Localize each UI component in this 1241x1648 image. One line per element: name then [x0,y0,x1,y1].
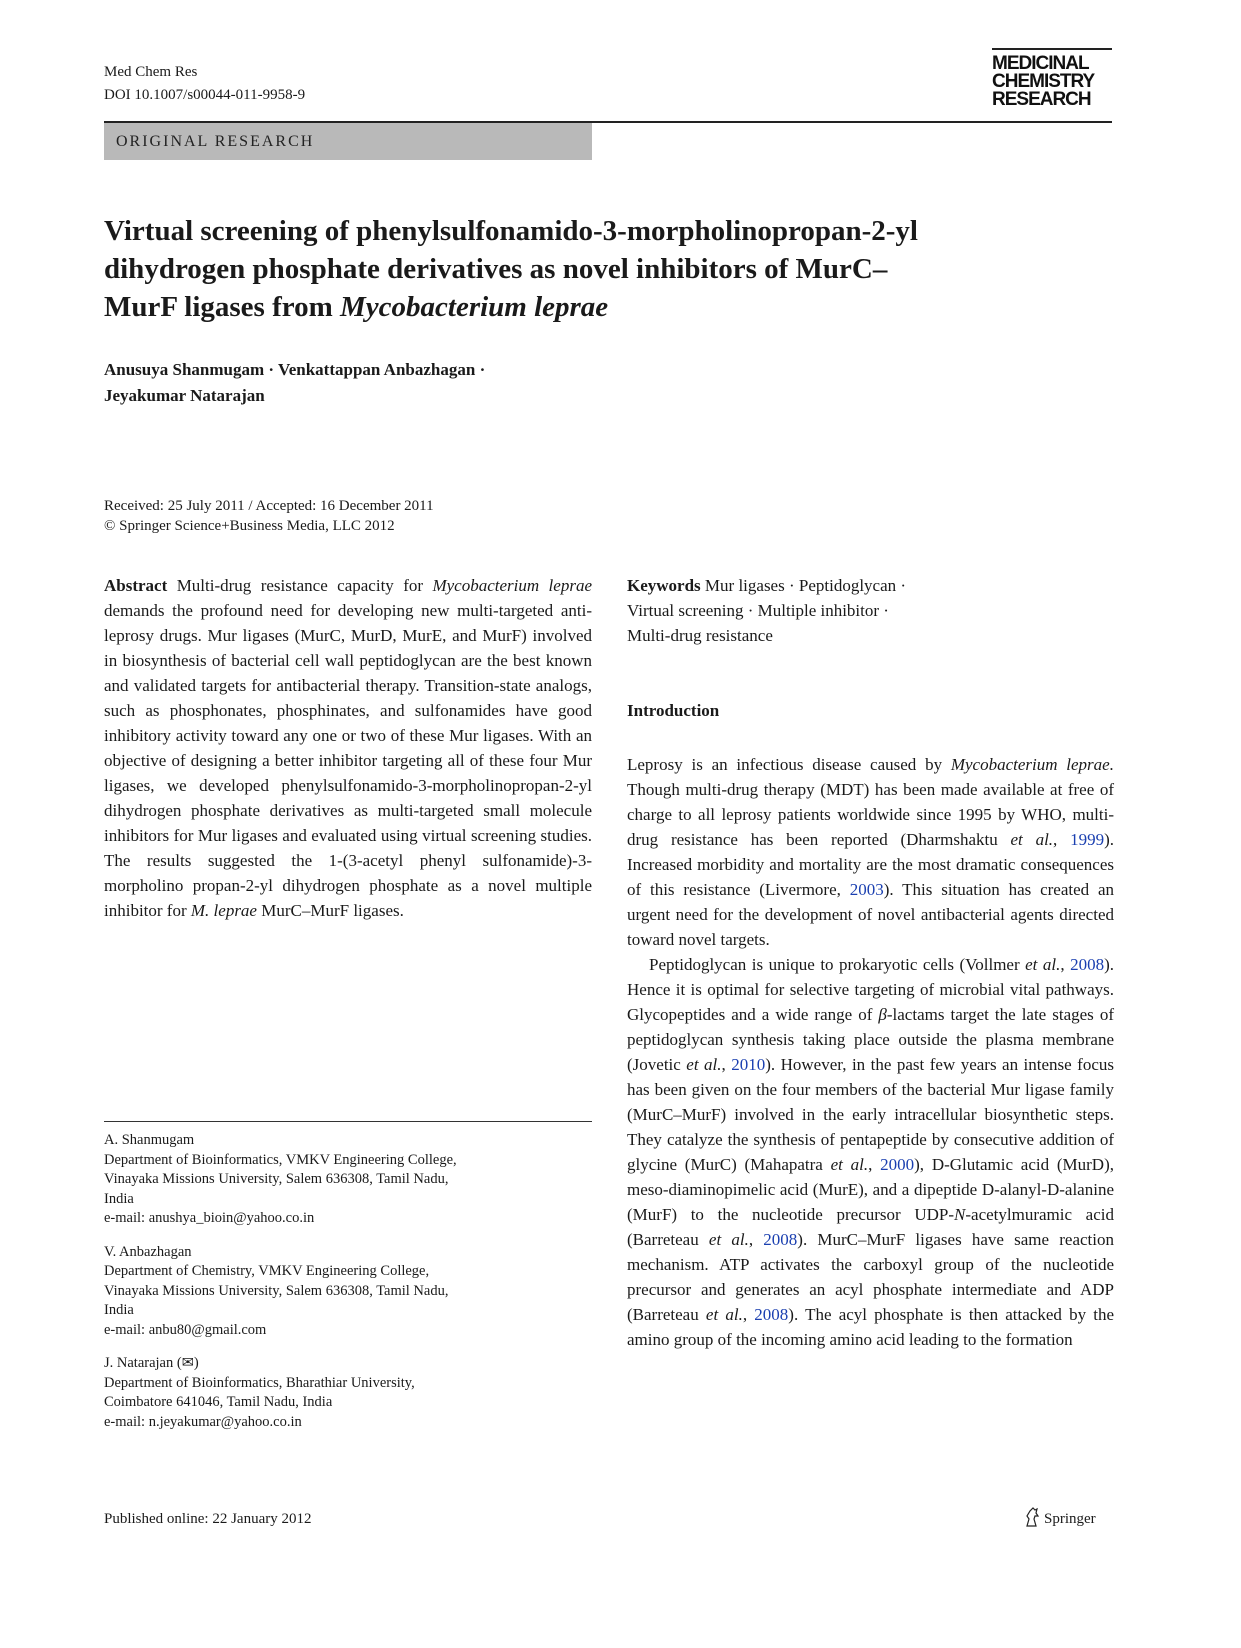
title-line-1: Virtual screening of phenylsulfonamido-3-morpholinopropan-2-yl [104,215,918,247]
springer-horse-icon [1024,1507,1040,1532]
title-line-3 [104,288,1114,326]
article-title [104,212,1114,326]
publisher-mark [1024,1507,1096,1532]
p2-italic-h: N [954,1205,966,1224]
p2-text-m: ). MurC–MurF ligases have same reaction mechanism. ATP activates the carboxyl group of the nucleotide precursor and generates an acyl phosphate intermediate and ADP (Barreteau [627,1230,1115,1324]
p2-italic-d: et al. [686,1055,722,1074]
doi: DOI 10.1007/s00044-011-9958-9 [104,87,306,103]
p1-text-c: , [1053,830,1071,849]
logo-bar [992,48,1112,50]
authors-line-2: Jeyakumar Natarajan [104,386,265,405]
p1-italic-b: et al. [1010,830,1054,849]
title-line-3-text: MurF ligases from [104,291,340,323]
keywords-line-2: Virtual screening · Multiple inhibitor · [627,601,889,620]
abstract [104,573,592,923]
author-list [104,357,485,409]
title-species: Mycobacterium leprae [339,291,609,323]
affiliation-email[interactable]: e-mail: n.jeyakumar@yahoo.co.in [104,1413,302,1430]
citation-link[interactable]: 2008 [754,1305,789,1324]
affiliation-line: Department of Bioinformatics, VMKV Engineering College, [104,1151,457,1168]
affiliation-line: Coimbatore 641046, Tamil Nadu, India [104,1394,333,1410]
p2-italic-j: et al. [708,1230,749,1249]
p2-italic-f: et al. [830,1155,869,1174]
journal-logo [992,48,1112,109]
affiliation-3 [104,1354,592,1432]
intro-paragraph-2 [627,952,1114,1352]
affiliations [104,1131,592,1446]
keywords-label: Keywords [627,576,701,595]
affiliation-2 [104,1243,592,1341]
introduction-body [627,752,1114,1352]
p1-text-e: ). This situation has created an urgent need for the development of novel antibacterial agents directed toward novel targets. [627,880,1115,949]
p2-text-o: ). The acyl phosphate is then attacked by the amino group of the incoming amino acid leading to the formation [627,1305,1115,1349]
citation-link[interactable]: 2008 [1070,955,1105,974]
affiliation-line: Vinayaka Missions University, Salem 636308, Tamil Nadu, [104,1171,449,1187]
journal-name: Med Chem Res [104,64,198,80]
p1-italic-a: Mycobacterium leprae. [950,755,1114,774]
abstract-italic-1: Mycobacterium leprae [432,576,592,595]
p2-text-a: Peptidoglycan is unique to prokaryotic cells (Vollmer [649,955,1026,974]
introduction-heading: Introduction [627,701,720,720]
abstract-text-1: Multi-drug resistance capacity for [167,576,433,595]
affiliation-line: Department of Chemistry, VMKV Engineering College, [104,1263,430,1279]
p2-text-b: , [1060,955,1071,974]
affiliation-email[interactable]: e-mail: anushya_bioin@yahoo.co.in [104,1210,315,1226]
p2-text-f: ). However, in the past few years an intense focus has been given on the four members of the bacterial Mur ligase family (MurC–MurF) involved in the early intracellular biosynthetic steps. They catalyze the synthesis of pentapeptide by consecutive addition of glycine (MurC) (Mahapatra [627,1055,1114,1174]
intro-paragraph-1 [627,752,1114,952]
p2-text-n: , [742,1305,755,1324]
logo-text [992,55,1112,109]
p2-text-d: -lactams target the late stages of peptidoglycan synthesis taking place outside the plasma membrane (Jovetic [627,1005,1114,1074]
p2-text-c: ). Hence it is optimal for selective targeting of microbial vital pathways. Glycopeptides and a wide range of [627,955,1114,1024]
journal-header [104,61,305,107]
published-date: Published online: 22 January 2012 [104,1511,312,1527]
citation-link[interactable]: 2008 [763,1230,798,1249]
p1-text-a: Leprosy is an infectious disease caused by [627,755,951,774]
affiliation-divider [104,1121,592,1122]
affiliation-name: J. Natarajan (✉) [104,1355,199,1371]
article-dates [104,496,434,536]
p1-text-d: ). Increased morbidity and mortality are the most dramatic consequences of this resistance (Livermore, [627,830,1114,899]
keywords-line-3: Multi-drug resistance [627,626,773,645]
p2-text-e: , [721,1055,732,1074]
citation-link[interactable]: 1999 [1070,830,1105,849]
citation-link[interactable]: 2000 [880,1155,915,1174]
p2-text-j: -acetylmuramic acid (Barreteau [627,1205,1114,1249]
abstract-label: Abstract [104,576,168,595]
affiliation-name: V. Anbazhagan [104,1243,192,1260]
title-line-2: dihydrogen phosphate derivatives as novel inhibitors of MurC– [104,253,888,285]
logo-line-1: MEDICINAL [992,53,1089,74]
logo-line-2: CHEMISTRY [992,71,1095,92]
affiliation-line: Vinayaka Missions University, Salem 636308, Tamil Nadu, [104,1282,449,1299]
article-type-banner [104,123,592,160]
keywords [627,573,1114,648]
article-type: ORIGINAL RESEARCH [116,133,315,150]
p2-italic-beta: β [878,1005,887,1024]
keywords-line-1: Mur ligases · Peptidoglycan · [700,576,907,595]
p2-italic-m: et al. [705,1305,743,1324]
p1-text-b: Though multi-drug therapy (MDT) has been made available at free of charge to all leprosy patients worldwide since 1995 by WHO, multi-drug resistance has been reported (Dharmshaktu [627,780,1114,849]
citation-link[interactable]: 2010 [731,1055,766,1074]
p2-text-k: , [748,1230,764,1249]
affiliation-email[interactable]: e-mail: anbu80@gmail.com [104,1321,267,1338]
abstract-text-3: MurC–MurF ligases. [256,901,404,920]
abstract-text-2: demands the profound need for developing new multi-targeted anti-leprosy drugs. Mur ligases (MurC, MurD, MurE, and MurF) involved in biosynthesis of bacterial cell wall peptidoglycan are the best known and validated targets for antibacterial therapy. Transition-state analogs, such as phosphonates, phosphinates, and sulfonamides have good inhibitory activity toward any one or two of these Mur ligases. With an objective of designing a better inhibitor targeting all of these four Mur ligases, we developed phenylsulfonamido-3-morpholinopropan-2-yl dihydrogen phosphate derivatives as multi-targeted small molecule inhibitors for Mur ligases and evaluated using virtual screening studies. The results suggested the 1-(3-acetyl phenyl sulfonamide)-3-morpholino propan-2-yl dihydrogen phosphate as a novel multiple inhibitor for [104,601,592,920]
authors-line-1: Anusuya Shanmugam · Venkattappan Anbazhagan · [104,360,486,379]
citation-link[interactable]: 2003 [849,880,884,899]
p2-italic-a: et al. [1025,955,1061,974]
received-accepted: Received: 25 July 2011 / Accepted: 16 December 2011 [104,498,434,514]
affiliation-line: Department of Bioinformatics, Bharathiar University, [104,1374,415,1391]
publisher-name: Springer [1044,1511,1096,1527]
abstract-italic-2: M. leprae [190,901,257,920]
affiliation-name: A. Shanmugam [104,1132,195,1148]
p2-text-g: , [868,1155,881,1174]
p2-text-h: ), D-Glutamic acid (MurD), meso-diaminopimelic acid (MurE), and a dipeptide D-alanyl-D-alanine (MurF) to the nucleotide precursor UDP- [627,1155,1114,1224]
affiliation-line: India [104,1302,134,1318]
copyright: © Springer Science+Business Media, LLC 2012 [104,518,395,534]
affiliation-line: India [104,1190,134,1207]
affiliation-1 [104,1131,592,1229]
logo-line-3: RESEARCH [992,89,1091,110]
